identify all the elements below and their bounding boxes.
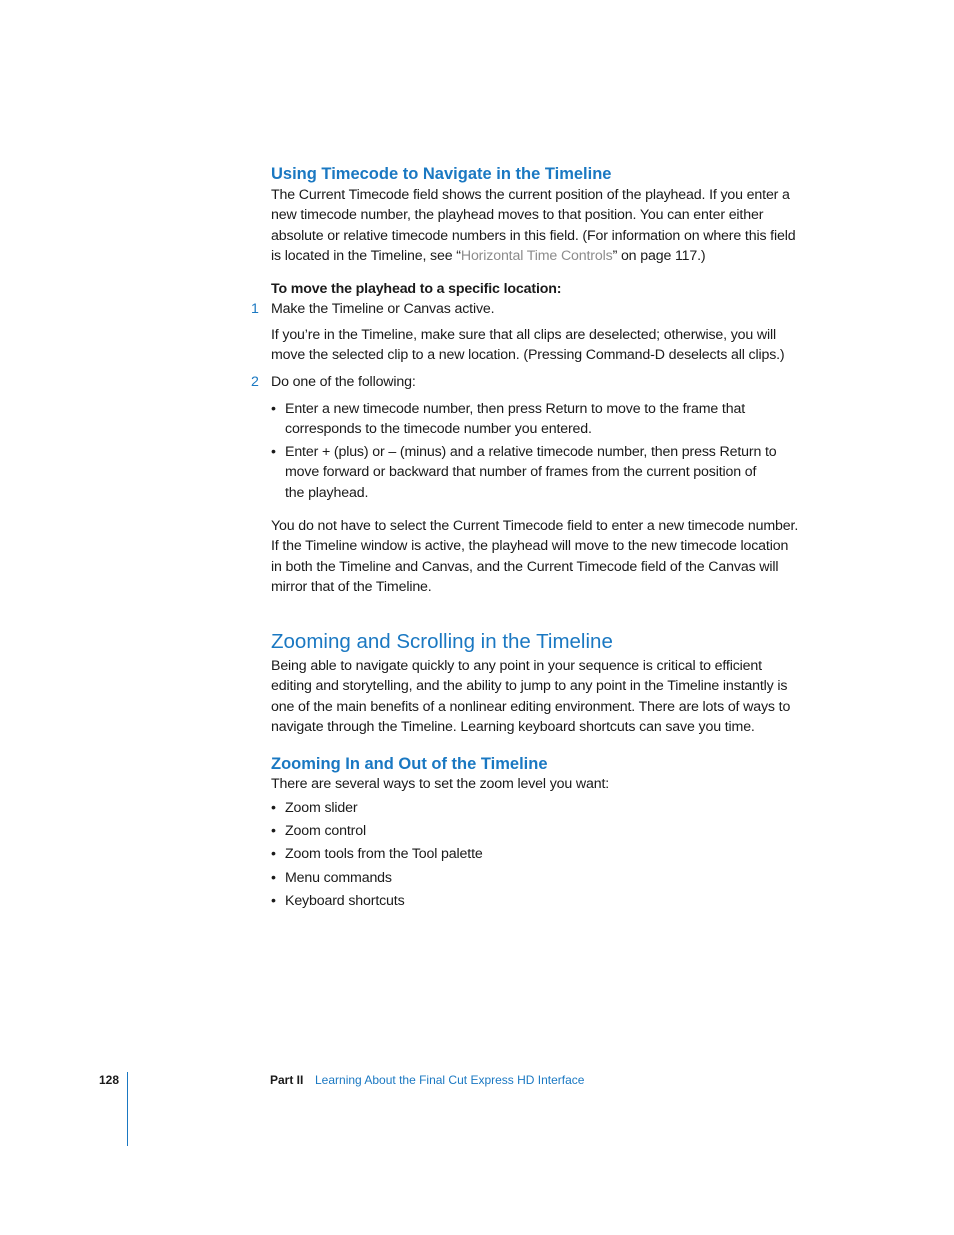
- bullet-icon: •: [271, 401, 276, 417]
- text-line: move the selected clip to a new location. (Pressing Command-D deselects all clips.): [271, 347, 785, 364]
- list-item-text: Zoom control: [285, 823, 366, 839]
- bullet-icon: •: [271, 444, 276, 460]
- bullet-icon: •: [271, 800, 276, 816]
- cross-reference-link[interactable]: Horizontal Time Controls: [460, 247, 613, 264]
- paragraph-zoom-intro: There are several ways to set the zoom level you want:: [271, 776, 610, 792]
- text-line: corresponds to the timecode number you entered.: [285, 421, 592, 438]
- list-item-text: Zoom slider: [285, 800, 358, 816]
- section-heading-zooming-in-out: Zooming In and Out of the Timeline: [271, 755, 548, 773]
- footer-divider: [127, 1072, 128, 1146]
- page-number: 128: [99, 1073, 120, 1087]
- bullet-icon: •: [271, 823, 276, 839]
- bullet-icon: •: [271, 846, 276, 862]
- list-item-text: Menu commands: [285, 870, 392, 886]
- text-line: You do not have to select the Current Timecode field to enter a new timecode number.: [271, 518, 799, 534]
- text-line: If the Timeline window is active, the playhead will move to the new timecode location: [271, 538, 789, 555]
- text-line: absolute or relative timecode numbers in this field. (For information on where this field: [271, 227, 796, 244]
- text-line: The Current Timecode field shows the current position of the playhead. If you enter a: [271, 187, 790, 203]
- step-text: Make the Timeline or Canvas active.: [271, 301, 495, 317]
- text-line: editing and storytelling, and the ability to jump to any point in the Timeline instantly is: [271, 678, 788, 695]
- text-line: Enter + (plus) or – (minus) and a relative timecode number, then press Return to: [285, 444, 777, 460]
- list-item-text: Zoom tools from the Tool palette: [285, 846, 483, 862]
- text-line: one of the main benefits of a nonlinear editing environment. There are lots of ways to: [271, 698, 791, 715]
- section-heading-using-timecode: Using Timecode to Navigate in the Timeline: [271, 165, 612, 183]
- text-line: navigate through the Timeline. Learning keyboard shortcuts can save you time.: [271, 718, 755, 735]
- text-line: new timecode number, the playhead moves to that position. You can enter either: [271, 207, 764, 224]
- paragraph-current-timecode-note: [271, 516, 827, 597]
- footer-part-label: Part II: [270, 1073, 304, 1087]
- step-number: 2: [251, 374, 259, 390]
- text-line: [271, 246, 827, 266]
- step-text: Do one of the following:: [271, 374, 416, 390]
- text-fragment: ” on page 117.): [612, 247, 706, 264]
- paragraph-current-timecode: [271, 185, 827, 266]
- text-line: Enter a new timecode number, then press Return to move to the frame that: [285, 401, 745, 417]
- list-item-text: Keyboard shortcuts: [285, 893, 405, 909]
- step-number: 1: [251, 301, 259, 317]
- text-fragment: is located in the Timeline, see “: [271, 247, 461, 264]
- step-note: [271, 325, 827, 366]
- text-line: the playhead.: [285, 484, 369, 501]
- footer-part-title: Learning About the Final Cut Express HD Interface: [315, 1073, 585, 1087]
- text-line: move forward or backward that number of frames from the current position of: [285, 464, 757, 481]
- section-heading-zooming-scrolling: Zooming and Scrolling in the Timeline: [271, 630, 613, 653]
- text-line: Being able to navigate quickly to any point in your sequence is critical to efficient: [271, 658, 762, 674]
- bullet-icon: •: [271, 893, 276, 909]
- text-line: If you’re in the Timeline, make sure that all clips are deselected; otherwise, you will: [271, 327, 777, 343]
- paragraph-navigate-quickly: [271, 656, 827, 737]
- list-item-text: [285, 399, 745, 440]
- list-item-text: [285, 442, 777, 503]
- task-title: To move the playhead to a specific location:: [271, 281, 562, 297]
- text-line: mirror that of the Timeline.: [271, 578, 432, 595]
- bullet-icon: •: [271, 870, 276, 886]
- text-line: in both the Timeline and Canvas, and the Current Timecode field of the Canvas will: [271, 558, 779, 575]
